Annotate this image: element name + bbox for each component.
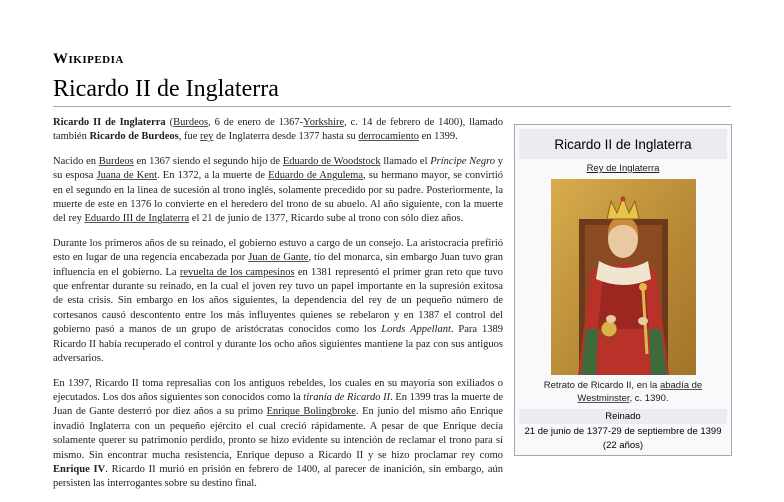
- paragraph-text: en 1399.: [418, 131, 458, 143]
- article-link[interactable]: Burdeos: [173, 117, 209, 128]
- reign-dates: 21 de junio de 1377-29 de septiembre de 1399: [524, 426, 722, 437]
- article-link[interactable]: Burdeos: [98, 155, 134, 167]
- paragraph-text: , tío del monarca, sin embargo Juan tuvo gran influencia en el gobierno. La: [53, 252, 503, 278]
- paragraph-text: y su esposa: [53, 155, 504, 182]
- article-link[interactable]: revuelta de los campesinos: [179, 266, 295, 278]
- article-link[interactable]: Juan de Gante: [248, 252, 309, 264]
- article-link[interactable]: derrocamiento: [358, 131, 419, 143]
- article-paragraph: [53, 116, 503, 145]
- paragraph-text: en 1381 representó el primer gran reto que tuvo que enfrentar durante su reinado, en la cual el joven rey tuvo un papel importante en la supresión exitosa de esta crisis. Sin embargo en los años siguientes, la dependencia del rey de un pequeño número de cortesanos causó descontento entre los más influyentes quienes se rebelaron y en 1387 el control del gobierno pasó a manos de un grupo de aristócratas conocidos como los: [53, 266, 503, 336]
- paragraph-text: . Para 1389 Ricardo II había recuperado el control y durante los ocho años siguientes mantiene la paz con sus antiguos adversarios.: [53, 324, 503, 365]
- article-paragraph: [53, 377, 503, 492]
- paragraph-text: , 6 de enero de 1367-: [208, 117, 304, 128]
- article-body: [53, 116, 503, 502]
- paragraph-text: , c. 14 de febrero de 1400), llamado también: [53, 117, 504, 143]
- paragraph-text: el 21 de junio de 1377, Ricardo sube al trono con sólo diez años.: [189, 213, 464, 225]
- infobox-title: Ricardo II de Inglaterra: [519, 129, 727, 159]
- paragraph-text: de Inglaterra desde 1377 hasta su: [213, 131, 359, 143]
- paragraph-text: En 1397, Ricardo II toma represalias con los antiguos rebeldes, los cuales en su mayoría son exiliados o ejecutados. Los dos años siguientes son conocidos como la: [53, 377, 503, 403]
- paragraph-text: en 1367 siendo el segundo hijo de: [133, 155, 283, 167]
- paragraph-text: (: [165, 117, 174, 128]
- infobox-subtitle[interactable]: Rey de Inglaterra: [586, 163, 660, 174]
- article-link[interactable]: Enrique Bolingbroke: [266, 406, 356, 418]
- bold-text: Ricardo II de Inglaterra: [53, 117, 166, 128]
- paragraph-text: . Ricardo II murió en prisión en febrero de 1400, al parecer de inanición, sin embargo, aún persisten las interrogantes sobre su destino final.: [53, 463, 503, 490]
- portrait-image[interactable]: [551, 179, 696, 375]
- article-link[interactable]: Eduardo de Angulema: [268, 170, 364, 182]
- paragraph-text: , fue: [178, 131, 200, 143]
- infobox: [514, 124, 732, 456]
- article-paragraph: [53, 155, 503, 227]
- paragraph-text: . En 1399 tras la muerte de Juan de Gante desterró por diez años a su primo: [53, 391, 503, 418]
- article-link[interactable]: Juana de Kent: [96, 170, 158, 182]
- page-title: Ricardo II de Inglaterra: [53, 76, 279, 102]
- article-paragraph: [53, 237, 503, 367]
- article-link[interactable]: rey: [200, 131, 214, 143]
- italic-text: Lords Appellant: [381, 324, 451, 336]
- title-divider: [53, 106, 731, 107]
- paragraph-text: llamado el: [380, 155, 431, 167]
- paragraph-text: . En 1372, a la muerte de: [157, 170, 269, 182]
- bold-text: Ricardo de Burdeos: [89, 131, 179, 143]
- paragraph-text: , su hermano mayor, se convirtió en el segundo en la línea de sucesión al trono inglés, solamente precedido por su padre. Posteriormente, la muerte de este en 1376 lo convierte en el heredero del trono de su abuelo. Al año siguiente, con la muerte del rey: [53, 170, 503, 225]
- italic-text: Príncipe Negro: [430, 155, 496, 167]
- infobox-section-reign: Reinado: [519, 409, 727, 424]
- paragraph-text: Nacido en: [53, 155, 99, 167]
- article-link[interactable]: Eduardo de Woodstock: [282, 155, 381, 167]
- reign-years: (22 años): [602, 440, 644, 451]
- bold-text: Enrique IV: [53, 463, 106, 475]
- paragraph-text: Durante los primeros años de su reinado, el gobierno estuvo a cargo de un consejo. La aristocracia prefirió esto en lugar de una regencia encabezada por: [53, 237, 503, 264]
- abadia-link[interactable]: abadía de Westminster: [577, 380, 703, 404]
- italic-text: tiranía de Ricardo II: [303, 391, 391, 403]
- image-caption: Retrato de Ricardo II, en la abadía de Westminster, c. 1390.: [543, 380, 703, 404]
- wikipedia-wordmark[interactable]: Wikipedia: [53, 51, 124, 67]
- paragraph-text: . En junio del mismo año Enrique invadió Inglaterra con un pequeño ejército el cual creció rápidamente. A pesar de que Enrique decía solamente querer su patrimonio perdido, pronto se hizo evidente su intención de reclamar el trono para sí mismo. Sin encontrar mucha resistencia, Enrique depuso a Ricardo II y se hizo proclamar rey como: [53, 406, 504, 461]
- article-link[interactable]: Yorkshire: [303, 117, 345, 128]
- article-link[interactable]: Eduardo III de Inglaterra: [84, 213, 190, 225]
